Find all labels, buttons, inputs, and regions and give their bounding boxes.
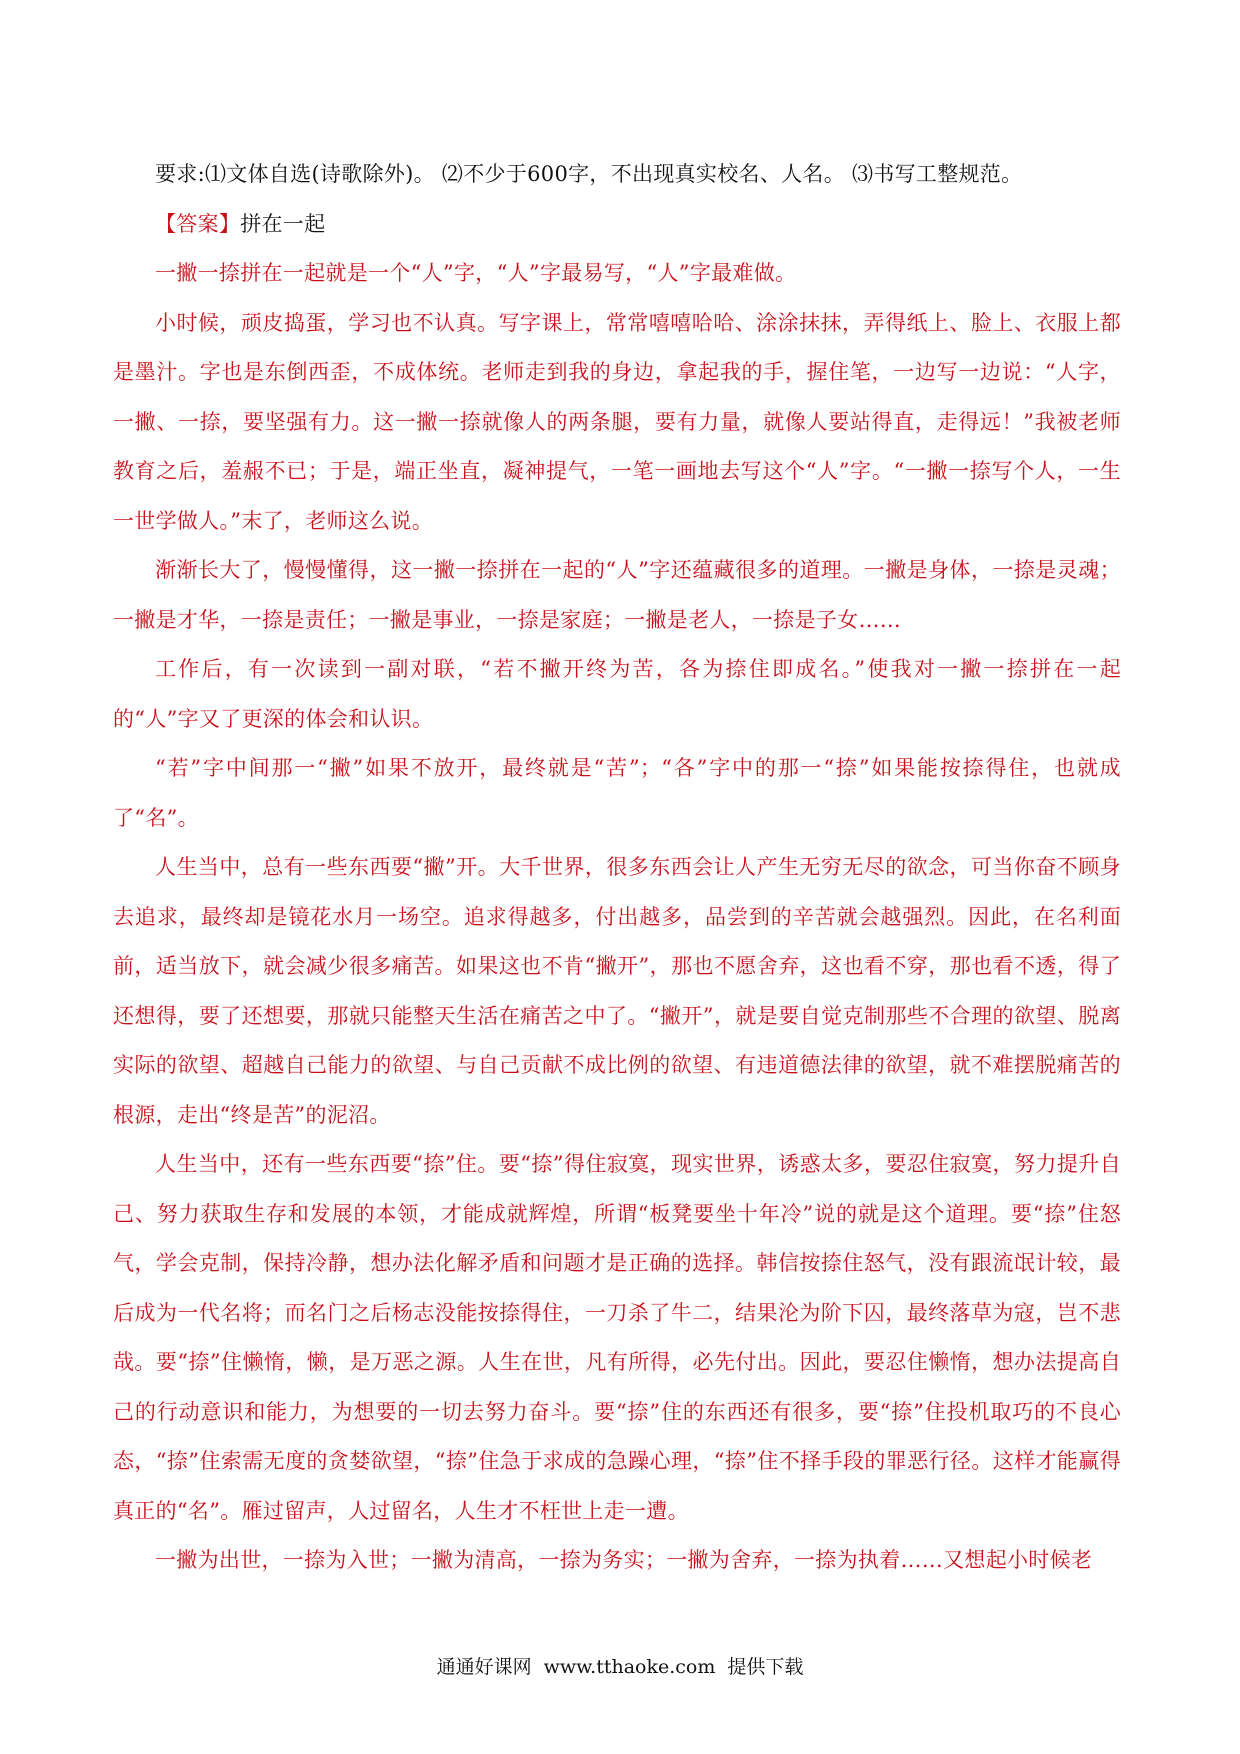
answer-tag: 【答案】 — [155, 211, 241, 236]
essay-paragraph-6: 人生当中，总有一些东西要“撇”开。大千世界，很多东西会让人产生无穷无尽的欲念，可当你奋不顾身去追求，最终却是镜花水月一场空。追求得越多，付出越多，品尝到的辛苦就会越强烈。因此，在名利面前，适当放下，就会减少很多痛苦。如果这也不肯“撇开”，那也不愿舍弃，这也看不穿，那也看不透，得了还想得，要了还想要，那就只能整天生活在痛苦之中了。“撇开”，就是要自觉克制那些不合理的欲望、脱离实际的欲望、超越自己能力的欲望、与自己贡献不成比例的欲望、有违道德法律的欲望，就不难摆脱痛苦的根源，走出“终是苦”的泥沼。 — [113, 855, 1121, 1127]
essay-paragraph-4: 工作后，有一次读到一副对联，“若不撇开终为苦，各为捺住即成名。”使我对一撇一捺拼在一起的“人”字又了更深的体会和认识。 — [113, 657, 1121, 731]
answer-title: 拼在一起 — [240, 211, 326, 236]
essay-paragraph-3: 渐渐长大了，慢慢懂得，这一撇一捺拼在一起的“人”字还蕴藏很多的道理。一撇是身体，一捺是灵魂；一撇是才华，一捺是责任；一撇是事业，一捺是家庭；一撇是老人，一捺是子女…… — [113, 558, 1121, 632]
page-footer — [0, 1652, 1240, 1679]
footer-note: 提供下载 — [727, 1656, 804, 1678]
essay-paragraph-7: 人生当中，还有一些东西要“捺”住。要“捺”得住寂寞，现实世界，诱惑太多，要忍住寂寞，努力提升自己、努力获取生存和发展的本领，才能成就辉煌，所谓“板凳要坐十年冷”说的就是这个道理。要“捺”住怒气，学会克制，保持冷静，想办法化解矛盾和问题才是正确的选择。韩信按捺住怒气，没有跟流氓计较，最后成为一代名将；而名门之后杨志没能按捺得住，一刀杀了牛二，结果沦为阶下囚，最终落草为寇，岂不悲哉。要“捺”住懒惰，懒，是万恶之源。人生在世，凡有所得，必先付出。因此，要忍住懒惰，想办法提高自己的行动意识和能力，为想要的一切去努力奋斗。要“捺”住的东西还有很多，要“捺”住投机取巧的不良心态，“捺”住索需无度的贪婪欲望，“捺”住急于求成的急躁心理，“捺”住不择手段的罪恶行径。这样才能赢得真正的“名”。雁过留声，人过留名，人生才不枉世上走一遭。 — [113, 1152, 1121, 1523]
essay-paragraph-1: 一撇一捺拼在一起就是一个“人”字，“人”字最易写，“人”字最难做。 — [155, 261, 797, 285]
document-content — [113, 150, 1121, 1586]
footer-site-name: 通通好课网 — [436, 1656, 532, 1678]
requirement-text: 要求:⑴文体自选(诗歌除外)。 ⑵不少于600字，不出现真实校名、人名。 ⑶书写工整规范。 — [155, 162, 1023, 186]
essay-paragraph-2: 小时候，顽皮捣蛋，学习也不认真。写字课上，常常嘻嘻哈哈、涂涂抹抹，弄得纸上、脸上、衣服上都是墨汁。字也是东倒西歪，不成体统。老师走到我的身边，拿起我的手，握住笔，一边写一边说：“人字，一撇、一捺，要坚强有力。这一撇一捺就像人的两条腿，要有力量，就像人要站得直，走得远！”我被老师教育之后，羞赧不已；于是，端正坐直，凝神提气，一笔一画地去写这个“人”字。“一撇一捺写个人，一生一世学做人。”末了，老师这么说。 — [113, 310, 1121, 533]
footer-url[interactable]: www.tthaoke.com — [543, 1656, 716, 1678]
essay-paragraph-5: “若”字中间那一“撇”如果不放开，最终就是“苦”；“各”字中的那一“捺”如果能按捺得住，也就成了“名”。 — [113, 756, 1121, 830]
essay-paragraph-8: 一撇为出世，一捺为入世；一撇为清高，一捺为务实；一撇为舍弃，一捺为执着……又想起小时候老 — [155, 1548, 1093, 1572]
answer-heading — [113, 200, 1121, 250]
